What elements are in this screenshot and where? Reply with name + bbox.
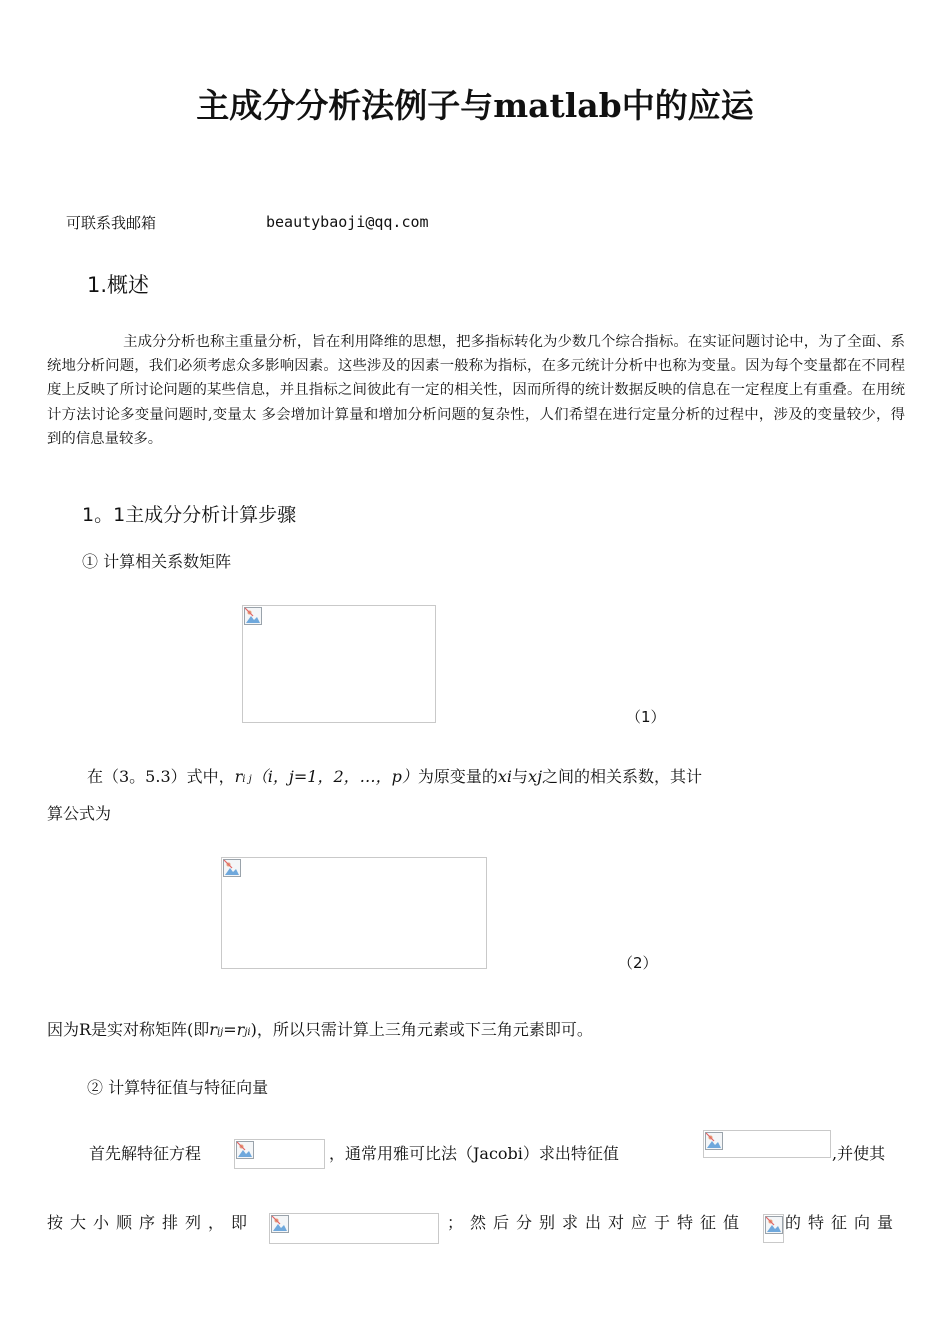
eigen-line-1b: ，通常用雅可比法（Jacobi）求出特征值: [329, 1144, 619, 1163]
eigenvalues-image: [703, 1130, 831, 1158]
eigenvalue-image: [763, 1214, 784, 1243]
eigen-line-2a: 按大小顺序排列，即: [47, 1213, 255, 1232]
step-1-heading: ① 计算相关系数矩阵: [82, 552, 232, 571]
contact-label: 可联系我邮箱: [66, 214, 157, 232]
broken-image-icon: [236, 1141, 254, 1159]
symmetric-matrix-line: 因为R是实对称矩阵(即rij=rji)，所以只需计算上三角元素或下三角元素即可。: [47, 1020, 593, 1039]
characteristic-equation-image: [234, 1139, 325, 1169]
equation-1-image: [242, 605, 436, 723]
eigen-line-1a: 首先解特征方程: [89, 1144, 202, 1163]
formula-intro-line: 算公式为: [47, 804, 112, 823]
equation-2-number: （2）: [618, 954, 658, 972]
step-2-heading: ② 计算特征值与特征向量: [87, 1078, 269, 1097]
broken-image-icon: [244, 607, 262, 625]
section-heading-overview: 1.概述: [87, 273, 150, 297]
overview-text: 主成分分析也称主重量分析，旨在利用降维的思想，把多指标转化为少数几个综合指标。在实证问题讨论中，为了全面、系统地分析问题，我们必须考虑众多影响因素。这些涉及的因素一般称为指标，在多元统计分析中也称为变量。因为每个变量都在不同程度上反映了所讨论问题的某些信息，并且指标之间彼此有一定的相关性，因而所得的统计数据反映的信息在一定程度上有重叠。在用统计方法讨论多变量问题时,变量太 多会增加计算量和增加分析问题的复杂性，人们希望在进行定量分析的过程中，涉及的变量较少，得到的信息量较多。: [47, 334, 905, 447]
eigen-line-2c: 的特征向量: [785, 1213, 901, 1232]
correlation-line: 在（3。5.3）式中，ri j（i，j=1，2，…，p）为原变量的xi与xj之间的相关系数，其计: [87, 767, 703, 786]
page-title: 主成分分析法例子与matlab中的应运: [196, 86, 754, 125]
ordered-eigenvalues-image: [269, 1213, 439, 1244]
overview-paragraph: [47, 330, 905, 451]
eigen-line-2b: ；然后分别求出对应于特征值: [447, 1213, 747, 1232]
equation-1-number: （1）: [626, 708, 666, 726]
broken-image-icon: [765, 1216, 783, 1234]
equation-2-image: [221, 857, 487, 969]
broken-image-icon: [223, 859, 241, 877]
eigen-line-1c: ,并使其: [832, 1144, 886, 1163]
contact-email: beautybaoji@qq.com: [266, 213, 429, 231]
broken-image-icon: [705, 1132, 723, 1150]
section-heading-steps: 1。1主成分分析计算步骤: [82, 504, 297, 526]
broken-image-icon: [271, 1215, 289, 1233]
